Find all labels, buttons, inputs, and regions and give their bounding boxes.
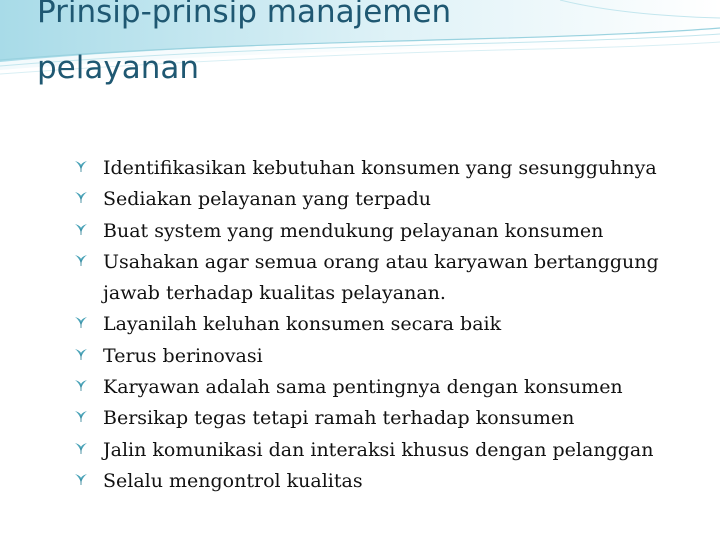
bullet-text: Terus berinovasi xyxy=(103,344,263,367)
bullet-list xyxy=(72,153,682,497)
bullet-item xyxy=(72,247,682,310)
bullet-text: Buat system yang mendukung pelayanan konsumen xyxy=(103,219,604,242)
bullet-text: Jalin komunikasi dan interaksi khusus dengan pelanggan xyxy=(103,438,654,461)
bullet-item xyxy=(72,466,682,497)
bullet-item xyxy=(72,341,682,372)
leaf-bullet-icon xyxy=(72,309,90,340)
leaf-bullet-icon xyxy=(72,435,90,466)
leaf-bullet-icon xyxy=(72,153,90,184)
bullet-item xyxy=(72,435,682,466)
bullet-text: Selalu mengontrol kualitas xyxy=(103,469,363,492)
bullet-text: Sediakan pelayanan yang terpadu xyxy=(103,188,432,211)
leaf-bullet-icon xyxy=(72,403,90,434)
bullet-item xyxy=(72,153,682,184)
bullet-item xyxy=(72,216,682,247)
bullet-text: Usahakan agar semua orang atau karyawan bertanggung jawab terhadap kualitas pelayanan. xyxy=(103,250,659,305)
bullet-text: Identifikasikan kebutuhan konsumen yang sesungguhnya xyxy=(103,157,657,179)
bullet-text: Layanilah keluhan konsumen secara baik xyxy=(103,313,502,336)
leaf-bullet-icon xyxy=(72,216,90,247)
slide-title xyxy=(37,0,677,96)
slide-title-line-1: Prinsip-prinsip manajemen xyxy=(37,0,452,30)
leaf-bullet-icon xyxy=(72,184,90,215)
bullet-item xyxy=(72,403,682,434)
leaf-bullet-icon xyxy=(72,341,90,372)
leaf-bullet-icon xyxy=(72,247,90,278)
bullet-text: Karyawan adalah sama pentingnya dengan konsumen xyxy=(103,376,623,399)
bullet-item xyxy=(72,309,682,340)
slide-title-line-2: pelayanan xyxy=(37,50,199,86)
bullet-item xyxy=(72,184,682,215)
leaf-bullet-icon xyxy=(72,466,90,497)
bullet-item xyxy=(72,372,682,403)
leaf-bullet-icon xyxy=(72,372,90,403)
bullet-text: Bersikap tegas tetapi ramah terhadap konsumen xyxy=(103,407,575,430)
